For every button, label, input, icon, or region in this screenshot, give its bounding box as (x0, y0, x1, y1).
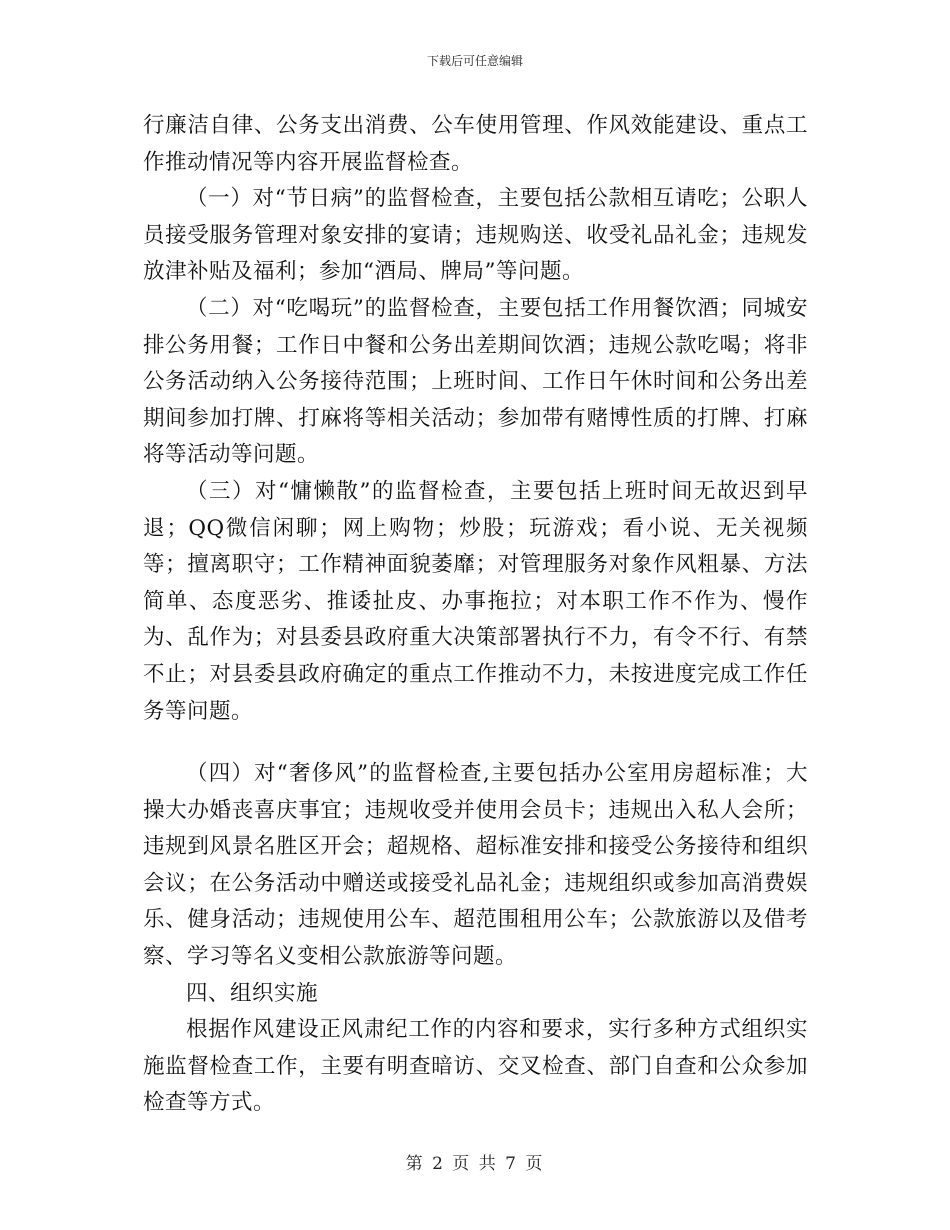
page-number-footer: 第 2 页 共 7 页 (405, 1154, 545, 1174)
paragraph-continuation: 行廉洁自律、公务支出消费、公车使用管理、作风效能建设、重点工作推动情况等内容开展监督检查。 (143, 113, 808, 175)
document-body (143, 108, 808, 1122)
paragraph-dining-issues: （二）对“吃喝玩”的监督检查，主要包括工作用餐饮酒；同城安排公务用餐；工作日中餐和公务出差期间饮酒；违规公款吃喝；将非公务活动纳入公务接待范围；上班时间、工作日午休时间和公务出差期间参加打牌、打麻将等相关活动；参加带有赌博性质的打牌、打麻将等活动等问题。 (143, 295, 808, 468)
paragraph-laziness-issues: （三）对“慵懒散”的监督检查，主要包括上班时间无故迟到早退；QQ微信闲聊；网上购物；炒股；玩游戏；看小说、无关视频等；擅离职守；工作精神面貌萎靡；对管理服务对象作风粗暴、方法简单、态度恶劣、推诿扯皮、办事拖拉；对本职工作不作为、慢作为、乱作为；对县委县政府重大决策部署执行不力，有令不行、有禁不止；对县委县政府确定的重点工作推动不力，未按进度完成工作任务等问题。 (143, 478, 808, 724)
section-heading-organization: 四、组织实施 (186, 980, 319, 1006)
paragraph-festival-issues: （一）对“节日病”的监督检查，主要包括公款相互请吃；公职人员接受服务管理对象安排的宴请；违规购送、收受礼品礼金；违规发放津补贴及福利；参加“酒局、牌局”等问题。 (143, 186, 808, 285)
paragraph-extravagance-issues: （四）对“奢侈风”的监督检查,主要包括办公室用房超标准；大操大办婚丧喜庆事宜；违规收受并使用会员卡；违规出入私人会所；违规到风景名胜区开会；超规格、超标准安排和接受公务接待和组织会议；在公务活动中赠送或接受礼品礼金；违规组织或参加高消费娱乐、健身活动；违规使用公车、超范围租用公车；公款旅游以及借考察、学习等名义变相公款旅游等问题。 (143, 761, 808, 970)
paragraph-implementation: 根据作风建设正风肃纪工作的内容和要求，实行多种方式组织实施监督检查工作，主要有明查暗访、交叉检查、部门自查和公众参加检查等方式。 (143, 1017, 808, 1116)
page-header-note: 下载后可任意编辑 (426, 54, 523, 68)
